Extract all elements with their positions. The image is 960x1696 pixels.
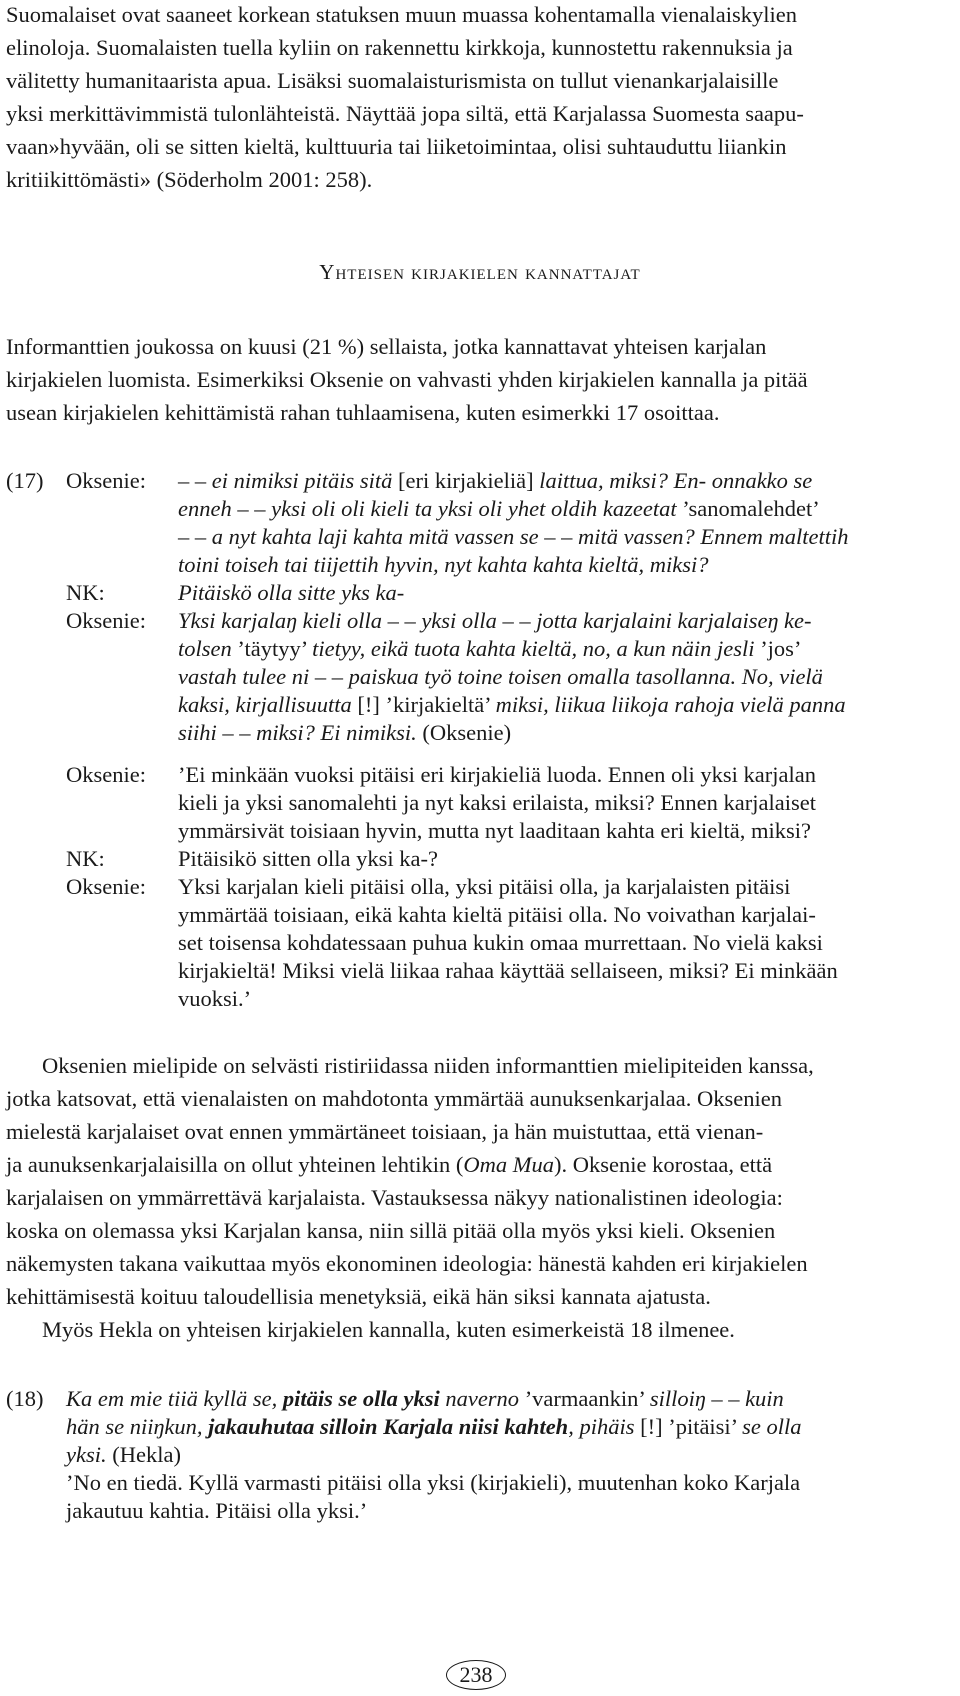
utterance-line: hän se niiŋkun, jakauhutaa silloin Karjala niisi kahteh, pihäis [!] ’pitäisi’ se olla [66, 1414, 802, 1439]
utterance-line: siihi – – miksi? Ei nimiksi. (Oksenie) [178, 720, 512, 745]
translation-line: ymmärtää toisiaan, eikä kahta kieltä pitäisi olla. No voivathan karjalai- [178, 902, 816, 927]
paragraph-line: mielestä karjalaiset ovat ennen ymmärtäneet toisiaan, ja hän muistuttaa, että vienan- [6, 1119, 764, 1144]
translation-line: jakautuu kahtia. Pitäisi olla yksi.’ [66, 1498, 368, 1523]
utterance-line: yksi. (Hekla) [66, 1442, 181, 1467]
utterance-line: toini toiseh tai tiijettih hyvin, nyt kahta kahta kieltä, miksi? [178, 552, 709, 577]
translation-line: vuoksi.’ [178, 986, 252, 1011]
intro-line: vaan»hyvään, oli se sitten kieltä, kulttuuria tai liiketoimintaa, olisi suhtauduttu liiankin [6, 134, 787, 159]
translation-line: kieli ja yksi sanomalehti ja nyt kaksi erilaista, miksi? Ennen karjalaiset [178, 790, 816, 815]
utterance-line: Pitäiskö olla sitte yks ka- [178, 580, 405, 605]
example-number: (17) [6, 468, 44, 493]
translation-line: Pitäisikö sitten olla yksi ka-? [178, 846, 438, 871]
speaker-label: NK: [66, 846, 105, 871]
utterance-line: Ka em mie tiiä kyllä se, pitäis se olla yksi naverno ’varmaankin’ silloiŋ – – kuin [66, 1386, 784, 1411]
translation-line: ’No en tiedä. Kyllä varmasti pitäisi olla yksi (kirjakieli), muutenhan koko Karjala [66, 1470, 801, 1495]
translation-line: kirjakieltä! Miksi vielä liikaa rahaa käyttää sellaiseen, miksi? Ei minkään [178, 958, 838, 983]
translation-line: ’Ei minkään vuoksi pitäisi eri kirjakieliä luoda. Ennen oli yksi karjalan [178, 762, 816, 787]
speaker-label: Oksenie: [66, 762, 146, 787]
paragraph-line: näkemysten takana vaikuttaa myös ekonominen ideologia: hänestä kahden eri kirjakielen [6, 1251, 808, 1276]
intro-line: elinoloja. Suomalaisten tuella kyliin on rakennettu kirkkoja, kunnostettu rakennuksia ja [6, 35, 793, 60]
paragraph-line: koska on olemassa yksi Karjalan kansa, niin sillä pitää olla myös yksi kieli. Oksenien [6, 1218, 776, 1243]
speaker-label: Oksenie: [66, 608, 146, 633]
example-number: (18) [6, 1386, 44, 1411]
paragraph-line: ja aunuksenkarjalaisilla on ollut yhteinen lehtikin (Oma Mua). Oksenie korostaa, että [6, 1152, 773, 1177]
paragraph-line: kirjakielen luomista. Esimerkiksi Oksenie on vahvasti yhden kirjakielen kannalla ja pitää [6, 367, 808, 392]
utterance-line: Yksi karjalaŋ kieli olla – – yksi olla – – jotta karjalaini karjalaiseŋ ke- [178, 608, 812, 633]
utterance-line: – – ei nimiksi pitäis sitä [eri kirjakieliä] laittua, miksi? En- onnakko se [178, 468, 813, 493]
translation-line: Yksi karjalan kieli pitäisi olla, yksi pitäisi olla, ja karjalaisten pitäisi [178, 874, 791, 899]
speaker-label: Oksenie: [66, 468, 146, 493]
paragraph-line: usean kirjakielen kehittämistä rahan tuhlaamisena, kuten esimerkki 17 osoittaa. [6, 400, 720, 425]
intro-line: välitetty humanitaarista apua. Lisäksi suomalaisturismista on tullut vienankarjalaisille [6, 68, 779, 93]
utterance-line: kaksi, kirjallisuutta [!] ’kirjakieltä’ miksi, liikua liikoja rahoja vielä panna [178, 692, 846, 717]
translation-line: ymmärsivät toisiaan hyvin, mutta nyt laaditaan kahta eri kieltä, miksi? [178, 818, 811, 843]
utterance-line: enneh – – yksi oli oli kieli ta yksi oli yhet oldih kazeetat ’sanomalehdet’ [178, 496, 820, 521]
paragraph-line: karjalaisen on ymmärrettävä karjalaista. Vastauksessa näkyy nationalistinen ideologia: [6, 1185, 783, 1210]
utterance-line: – – a nyt kahta laji kahta mitä vassen se – – mitä vassen? Ennem maltettih [178, 524, 849, 549]
utterance-line: tolsen ’täytyy’ tietyy, eikä tuota kahta kieltä, no, a kun näin jesli ’jos’ [178, 636, 802, 661]
translation-line: set toisensa kohdatessaan puhua kukin omaa murrettaan. No vielä kaksi [178, 930, 823, 955]
speaker-label: NK: [66, 580, 105, 605]
paragraph-line: Oksenien mielipide on selvästi ristiriidassa niiden informanttien mielipiteiden kanssa, [42, 1053, 814, 1078]
intro-line: kritiikittömästi» (Söderholm 2001: 258). [6, 167, 373, 192]
utterance-line: vastah tulee ni – – paiskua työ toine toisen omalla tasollanna. No, vielä [178, 664, 823, 689]
paragraph-line: jotka katsovat, että vienalaisten on mahdotonta ymmärtää aunuksenkarjalaa. Oksenien [6, 1086, 782, 1111]
paragraph-line: kehittämisestä koituu taloudellisia menetyksiä, eikä hän siksi kannata ajatusta. [6, 1284, 711, 1309]
page-number: 238 [446, 1660, 506, 1690]
paragraph-line: Informanttien joukossa on kuusi (21 %) sellaista, jotka kannattavat yhteisen karjalan [6, 334, 767, 359]
paragraph-line: Myös Hekla on yhteisen kirjakielen kannalla, kuten esimerkeistä 18 ilmenee. [42, 1317, 735, 1342]
intro-line: yksi merkittävimmistä tulonlähteistä. Näyttää jopa siltä, että Karjalassa Suomesta saapu- [6, 101, 804, 126]
speaker-label: Oksenie: [66, 874, 146, 899]
intro-line: Suomalaiset ovat saaneet korkean statuksen muun muassa kohentamalla vienalaiskylien [6, 2, 798, 27]
section-heading: Yhteisen kirjakielen kannattajat [319, 260, 641, 284]
